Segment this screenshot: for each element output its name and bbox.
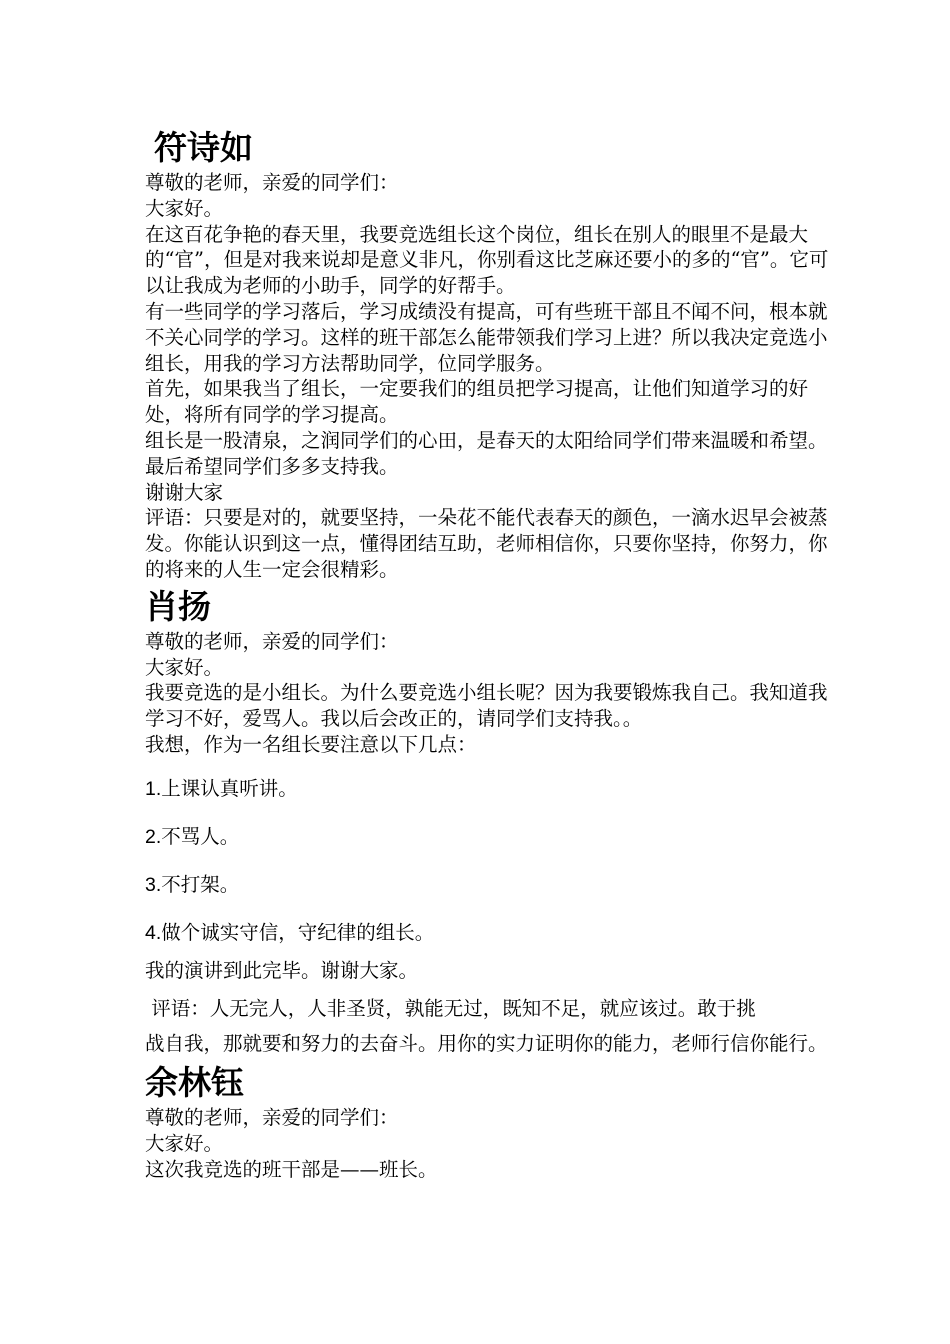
hello: 大家好。: [145, 196, 224, 220]
list-text: 上课认真听讲。: [161, 776, 298, 800]
list-item: [145, 872, 835, 898]
list-number: 2.: [145, 825, 162, 848]
body-paragraph: 这次我竞选的班干部是——班长。: [145, 1157, 438, 1181]
list-text: 做个诚实守信，守纪律的组长。: [161, 920, 435, 944]
body-paragraph: 谢谢大家: [145, 480, 224, 504]
section-title-xiao-yang: 肖扬: [145, 586, 211, 626]
document-content: [145, 126, 835, 1183]
teacher-comment: 战自我，那就要和努力的去奋斗。用你的实力证明你的能力，老师行信你能行。: [145, 1032, 828, 1056]
body-paragraph: 有一些同学的学习落后，学习成绩没有提高，可有些班干部且不闻不问，根本就不关心同学的学习。这样的班干部怎么能带领我们学习上进？所以我决定竞选小组长，用我的学习方法帮助同学，位同学服务。: [145, 299, 828, 375]
list-item: [145, 824, 835, 850]
greeting: 尊敬的老师，亲爱的同学们：: [145, 171, 399, 194]
body-paragraph: 我要竞选的是小组长。为什么要竞选小组长呢？因为我要锻炼我自己。我知道我学习不好，爱骂人。我以后会改正的，请同学们支持我。。: [145, 681, 828, 731]
hello: 大家好。: [145, 1131, 224, 1155]
body-paragraph: 我想，作为一名组长要注意以下几点：: [145, 732, 477, 756]
list-item: [145, 920, 835, 946]
hello: 大家好。: [145, 655, 224, 679]
list-text: 不骂人。: [161, 824, 240, 848]
list-number: 3.: [145, 873, 162, 896]
list-text: 不打架。: [161, 872, 240, 896]
body-paragraph: 首先，如果我当了组长，一定要我们的组员把学习提高，让他们知道学习的好处，将所有同学的学习提高。: [145, 377, 809, 427]
teacher-comment: 评语：人无完人，人非圣贤，孰能无过，既知不足，就应该过。敢于挑: [145, 996, 756, 1020]
teacher-comment: 评语：只要是对的，就要坚持，一朵花不能代表春天的颜色，一滴水迟早会被蒸发。你能认识到这一点，懂得团结互助，老师相信你，只要你坚持，你努力，你的将来的人生一定会很精彩。: [145, 506, 828, 581]
greeting: 尊敬的老师，亲爱的同学们：: [145, 1106, 399, 1130]
body-paragraph: 在这百花争艳的春天里，我要竞选组长这个岗位，组长在别人的眼里不是最大的“官”，但是对我来说却是意义非凡，你别看这比芝麻还要小的多的“官”。它可以让我成为老师的小助手，同学的好帮手。: [145, 222, 829, 298]
closing: 我的演讲到此完毕。谢谢大家。: [145, 958, 419, 982]
section-title-yu-linyu: 余林钰: [145, 1063, 244, 1103]
list-number: 1.: [145, 777, 162, 800]
body-paragraph: 最后希望同学们多多支持我。: [145, 454, 399, 478]
greeting: 尊敬的老师，亲爱的同学们：: [145, 629, 399, 653]
list-item: [145, 776, 835, 802]
body-paragraph: 组长是一股清泉，之润同学们的心田，是春天的太阳给同学们带来温暖和希望。: [145, 428, 828, 452]
list-number: 4.: [145, 921, 162, 944]
section-title-fu-shiru: 符诗如: [154, 128, 253, 167]
